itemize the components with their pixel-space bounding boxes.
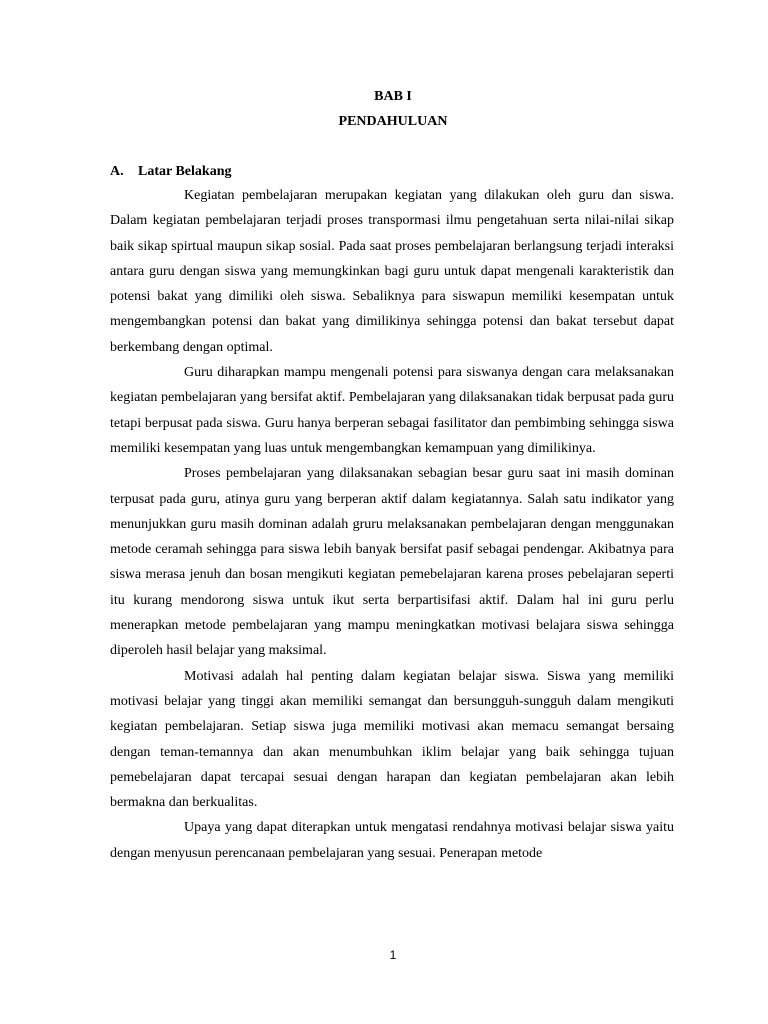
section-heading bbox=[110, 163, 231, 181]
paragraph: Proses pembelajaran yang dilaksanakan sebagian besar guru saat ini masih dominan terpusat pada guru, atinya guru yang berperan aktif dalam kegiatannya. Salah satu indikator yang menunjukkan guru masih dominan adalah gruru melaksanakan pembelajaran dengan menggunakan metode ceramah sehingga para siswa lebih banyak bersifat pasif sebagai pendengar. Akibatnya para siswa merasa jenuh dan bosan mengikuti kegiatan pemebelajaran karena proses pebelajaran seperti itu kurang mendorong siswa untuk ikut serta berpartisifasi aktif. Dalam hal ini guru perlu menerapkan metode pembelajaran yang mampu meningkatkan motivasi belajara siswa sehingga diperoleh hasil belajar yang maksimal. bbox=[110, 466, 674, 659]
paragraph: Kegiatan pembelajaran merupakan kegiatan yang dilakukan oleh guru dan siswa. Dalam kegiatan pembelajaran terjadi proses transpormasi ilmu pengetahuan serta nilai-nilai sikap baik sikap spirtual maupun sikap sosial. Pada saat proses pembelajaran berlangsung terjadi interaksi antara guru dengan siswa yang memungkinkan bagi guru untuk dapat mengenali karakteristik dan potensi bakat yang dimiliki oleh siswa. Sebaliknya para siswapun memiliki kesempatan untuk mengembangkan potensi dan bakat yang dimilikinya sehingga potensi dan bakat tersebut dapat berkembang dengan optimal. bbox=[110, 188, 674, 355]
page-number: 1 bbox=[389, 948, 397, 962]
body-text bbox=[110, 183, 674, 866]
chapter-number: BAB I bbox=[374, 89, 412, 104]
section-letter: A. bbox=[110, 164, 124, 179]
paragraph: Motivasi adalah hal penting dalam kegiatan belajar siswa. Siswa yang memiliki motivasi belajar yang tinggi akan memiliki semangat dan bersungguh-sungguh dalam mengikuti kegiatan pembelajaran. Setiap siswa juga memiliki motivasi akan memacu semangat bersaing dengan teman-temannya dan akan menumbuhkan iklim belajar yang baik sehingga tujuan pemebelajaran dapat tercapai sesuai dengan harapan dan kegiatan pembelajaran akan lebih bermakna dan berkualitas. bbox=[110, 668, 674, 811]
chapter-title: PENDAHULUAN bbox=[338, 114, 448, 129]
paragraph: Guru diharapkan mampu mengenali potensi para siswanya dengan cara melaksanakan kegiatan pembelajaran yang bersifat aktif. Pembelajaran yang dilaksanakan tidak berpusat pada guru tetapi berpusat pada siswa. Guru hanya berperan sebagai fasilitator dan pembimbing sehingga siswa memiliki kesempatan yang luas untuk mengembangkan kemampuan yang dimilikinya. bbox=[110, 365, 674, 456]
section-title: Latar Belakang bbox=[138, 164, 232, 179]
paragraph: Upaya yang dapat diterapkan untuk mengatasi rendahnya motivasi belajar siswa yaitu dengan menyusun perencanaan pembelajaran yang sesuai. Penerapan metode bbox=[110, 820, 674, 861]
